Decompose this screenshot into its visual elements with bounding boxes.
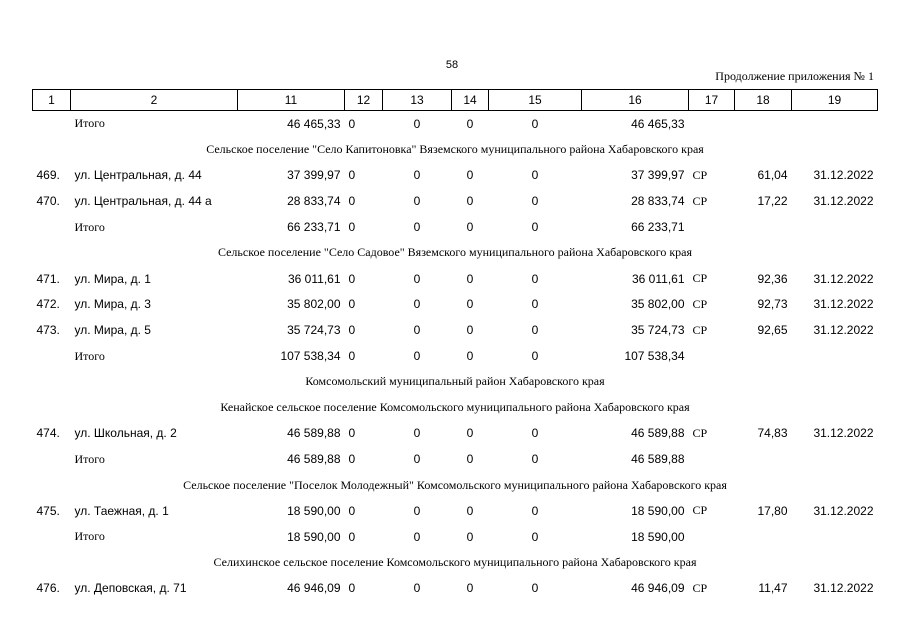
section-title: Сельское поселение "Село Садовое" Вяземского муниципального района Хабаровского края bbox=[217, 245, 693, 260]
code-cell: СР bbox=[692, 271, 708, 286]
value-cell: 0 bbox=[466, 452, 474, 467]
value-cell: 0 bbox=[348, 116, 356, 131]
value-cell: 0 bbox=[413, 168, 421, 183]
row-number-cell: 475. bbox=[36, 503, 60, 518]
value-cell: 0 bbox=[531, 297, 539, 312]
address-cell: ул. Таежная, д. 1 bbox=[74, 503, 169, 518]
value-cell: 0 bbox=[531, 503, 539, 518]
area-cell: 17,22 bbox=[757, 194, 788, 209]
row-number-cell bbox=[33, 111, 71, 137]
cost-total-cell: 35 724,73 bbox=[287, 323, 341, 338]
cost-total-cell: 46 589,88 bbox=[287, 426, 341, 441]
header-cell: 17 bbox=[689, 90, 735, 111]
value-cell: 0 bbox=[413, 116, 421, 131]
value-cell bbox=[735, 111, 792, 137]
header-row bbox=[33, 90, 878, 111]
value-cell: 0 bbox=[531, 581, 539, 596]
value-cell: 0 bbox=[348, 503, 356, 518]
value-cell: 0 bbox=[531, 168, 539, 183]
cost-sum-cell: 18 590,00 bbox=[631, 503, 685, 518]
code-cell: СР bbox=[692, 580, 708, 595]
header-cell: 13 bbox=[383, 90, 452, 111]
code-cell: СР bbox=[692, 167, 708, 182]
value-cell: 0 bbox=[531, 349, 539, 364]
value-cell: 0 bbox=[531, 271, 539, 286]
cost-sum-cell: 28 833,74 bbox=[631, 194, 685, 209]
value-cell: 0 bbox=[466, 297, 474, 312]
row-number-cell bbox=[33, 446, 71, 472]
section-row bbox=[33, 395, 878, 421]
row-number-cell: 473. bbox=[36, 323, 60, 338]
date-cell: 31.12.2022 bbox=[813, 297, 874, 312]
cost-sum-cell: 107 538,34 bbox=[624, 349, 685, 364]
value-cell: 0 bbox=[348, 426, 356, 441]
code-cell bbox=[689, 446, 735, 472]
value-cell: 0 bbox=[413, 452, 421, 467]
cost-total-cell: 46 465,33 bbox=[287, 116, 341, 131]
value-cell: 0 bbox=[348, 452, 356, 467]
table-row bbox=[33, 188, 878, 214]
value-cell: 0 bbox=[348, 168, 356, 183]
cost-sum-cell: 66 233,71 bbox=[631, 220, 685, 235]
header-cell: 1 bbox=[33, 90, 71, 111]
value-cell: 0 bbox=[466, 581, 474, 596]
address-cell: ул. Мира, д. 5 bbox=[74, 323, 151, 338]
date-cell: 31.12.2022 bbox=[813, 503, 874, 518]
value-cell: 0 bbox=[531, 426, 539, 441]
code-cell: СР bbox=[692, 193, 708, 208]
cost-sum-cell: 37 399,97 bbox=[631, 168, 685, 183]
cost-sum-cell: 18 590,00 bbox=[631, 529, 685, 544]
area-cell: 74,83 bbox=[757, 426, 788, 441]
value-cell: 0 bbox=[466, 168, 474, 183]
address-cell: ул. Школьная, д. 2 bbox=[74, 426, 177, 441]
section-title: Селихинское сельское поселение Комсомольского муниципального района Хабаровского края bbox=[213, 554, 697, 569]
address-cell: ул. Центральная, д. 44 а bbox=[74, 194, 212, 209]
value-cell: 0 bbox=[413, 297, 421, 312]
cost-total-cell: 36 011,61 bbox=[288, 271, 341, 286]
address-cell: ул. Мира, д. 1 bbox=[74, 271, 151, 286]
table-row bbox=[33, 498, 878, 524]
header-cell: 11 bbox=[238, 90, 345, 111]
total-row bbox=[33, 343, 878, 369]
row-number-cell: 470. bbox=[36, 194, 60, 209]
code-cell: СР bbox=[692, 296, 708, 311]
section-title: Комсомольский муниципальный район Хабаровского края bbox=[305, 374, 605, 389]
code-cell bbox=[689, 343, 735, 369]
cost-total-cell: 28 833,74 bbox=[287, 194, 341, 209]
value-cell: 0 bbox=[531, 452, 539, 467]
header-cell: 2 bbox=[71, 90, 238, 111]
total-row bbox=[33, 111, 878, 137]
cost-total-cell: 18 590,00 bbox=[287, 529, 341, 544]
date-cell bbox=[792, 446, 878, 472]
date-cell: 31.12.2022 bbox=[813, 271, 874, 286]
total-row bbox=[33, 446, 878, 472]
total-label: Итого bbox=[74, 219, 105, 234]
header-cell: 14 bbox=[452, 90, 489, 111]
row-number-cell: 471. bbox=[36, 271, 60, 286]
page-number: 58 bbox=[445, 59, 459, 71]
total-label: Итого bbox=[74, 348, 105, 363]
code-cell bbox=[689, 111, 735, 137]
row-number-cell: 469. bbox=[36, 168, 60, 183]
value-cell: 0 bbox=[348, 529, 356, 544]
date-cell bbox=[792, 524, 878, 550]
value-cell: 0 bbox=[348, 297, 356, 312]
table-body bbox=[33, 111, 878, 602]
cost-sum-cell: 46 589,88 bbox=[631, 452, 685, 467]
value-cell: 0 bbox=[413, 581, 421, 596]
code-cell bbox=[689, 524, 735, 550]
date-cell bbox=[792, 111, 878, 137]
cost-total-cell: 66 233,71 bbox=[287, 220, 341, 235]
value-cell: 0 bbox=[466, 503, 474, 518]
cost-total-cell: 107 538,34 bbox=[280, 349, 341, 364]
date-cell: 31.12.2022 bbox=[813, 581, 874, 596]
address-cell: ул. Мира, д. 3 bbox=[74, 297, 151, 312]
code-cell: СР bbox=[692, 322, 708, 337]
value-cell: 0 bbox=[413, 194, 421, 209]
value-cell: 0 bbox=[466, 323, 474, 338]
header-cell: 15 bbox=[489, 90, 582, 111]
value-cell: 0 bbox=[466, 220, 474, 235]
table-row bbox=[33, 421, 878, 447]
value-cell: 0 bbox=[466, 529, 474, 544]
section-row bbox=[33, 472, 878, 498]
area-cell: 92,73 bbox=[757, 297, 788, 312]
area-cell: 61,04 bbox=[757, 168, 788, 183]
value-cell: 0 bbox=[348, 194, 356, 209]
table-row bbox=[33, 163, 878, 189]
value-cell: 0 bbox=[531, 220, 539, 235]
value-cell: 0 bbox=[413, 529, 421, 544]
value-cell: 0 bbox=[531, 529, 539, 544]
cost-sum-cell: 35 724,73 bbox=[631, 323, 685, 338]
value-cell: 0 bbox=[413, 426, 421, 441]
address-cell: ул. Центральная, д. 44 bbox=[74, 168, 202, 183]
header-cell: 16 bbox=[582, 90, 689, 111]
header-cell: 18 bbox=[735, 90, 792, 111]
section-title: Сельское поселение "Поселок Молодежный" Комсомольского муниципального района Хабаровского края bbox=[183, 477, 727, 492]
code-cell: СР bbox=[692, 425, 708, 440]
code-cell bbox=[689, 214, 735, 240]
value-cell bbox=[735, 214, 792, 240]
value-cell: 0 bbox=[531, 116, 539, 131]
total-row bbox=[33, 214, 878, 240]
value-cell: 0 bbox=[466, 271, 474, 286]
value-cell: 0 bbox=[348, 349, 356, 364]
section-row bbox=[33, 137, 878, 163]
total-row bbox=[33, 524, 878, 550]
cost-sum-cell: 35 802,00 bbox=[631, 297, 685, 312]
address-cell: ул. Деповская, д. 71 bbox=[74, 581, 187, 596]
value-cell: 0 bbox=[466, 116, 474, 131]
value-cell: 0 bbox=[466, 349, 474, 364]
code-cell: СР bbox=[692, 503, 708, 518]
section-row bbox=[33, 240, 878, 266]
date-cell: 31.12.2022 bbox=[813, 323, 874, 338]
cost-sum-cell: 36 011,61 bbox=[632, 271, 685, 286]
value-cell: 0 bbox=[466, 426, 474, 441]
header-cell: 19 bbox=[792, 90, 878, 111]
section-row bbox=[33, 550, 878, 576]
section-title: Кенайское сельское поселение Комсомольского муниципального района Хабаровского края bbox=[220, 400, 690, 415]
value-cell: 0 bbox=[413, 323, 421, 338]
cost-total-cell: 46 589,88 bbox=[287, 452, 341, 467]
area-cell: 92,65 bbox=[757, 323, 788, 338]
value-cell bbox=[735, 343, 792, 369]
total-label: Итого bbox=[74, 116, 105, 131]
date-cell: 31.12.2022 bbox=[813, 168, 874, 183]
value-cell bbox=[735, 446, 792, 472]
row-number-cell bbox=[33, 343, 71, 369]
value-cell: 0 bbox=[348, 220, 356, 235]
value-cell: 0 bbox=[348, 271, 356, 286]
total-label: Итого bbox=[74, 451, 105, 466]
total-label: Итого bbox=[74, 529, 105, 544]
value-cell: 0 bbox=[531, 194, 539, 209]
value-cell: 0 bbox=[348, 323, 356, 338]
table-row bbox=[33, 317, 878, 343]
cost-total-cell: 35 802,00 bbox=[287, 297, 341, 312]
row-number-cell bbox=[33, 214, 71, 240]
row-number-cell bbox=[33, 524, 71, 550]
value-cell: 0 bbox=[413, 349, 421, 364]
registry-table bbox=[32, 89, 878, 601]
section-title: Сельское поселение "Село Капитоновка" Вяземского муниципального района Хабаровского края bbox=[206, 142, 704, 157]
area-cell: 11,47 bbox=[758, 581, 788, 596]
value-cell: 0 bbox=[348, 581, 356, 596]
date-cell: 31.12.2022 bbox=[813, 426, 874, 441]
value-cell: 0 bbox=[413, 271, 421, 286]
row-number-cell: 474. bbox=[36, 426, 60, 441]
date-cell: 31.12.2022 bbox=[813, 194, 874, 209]
date-cell bbox=[792, 343, 878, 369]
date-cell bbox=[792, 214, 878, 240]
table-row bbox=[33, 266, 878, 292]
table-row bbox=[33, 575, 878, 601]
cost-total-cell: 37 399,97 bbox=[287, 168, 341, 183]
continuation-note: Продолжение приложения № 1 bbox=[715, 69, 874, 83]
table-row bbox=[33, 292, 878, 318]
area-cell: 17,80 bbox=[757, 503, 788, 518]
value-cell: 0 bbox=[531, 323, 539, 338]
row-number-cell: 472. bbox=[36, 297, 60, 312]
cost-sum-cell: 46 946,09 bbox=[631, 581, 685, 596]
section-row bbox=[33, 369, 878, 395]
value-cell: 0 bbox=[466, 194, 474, 209]
value-cell bbox=[735, 524, 792, 550]
row-number-cell: 476. bbox=[36, 581, 60, 596]
value-cell: 0 bbox=[413, 503, 421, 518]
cost-sum-cell: 46 589,88 bbox=[631, 426, 685, 441]
cost-sum-cell: 46 465,33 bbox=[631, 116, 685, 131]
value-cell: 0 bbox=[413, 220, 421, 235]
cost-total-cell: 46 946,09 bbox=[287, 581, 341, 596]
cost-total-cell: 18 590,00 bbox=[287, 503, 341, 518]
header-cell: 12 bbox=[345, 90, 383, 111]
area-cell: 92,36 bbox=[757, 271, 788, 286]
